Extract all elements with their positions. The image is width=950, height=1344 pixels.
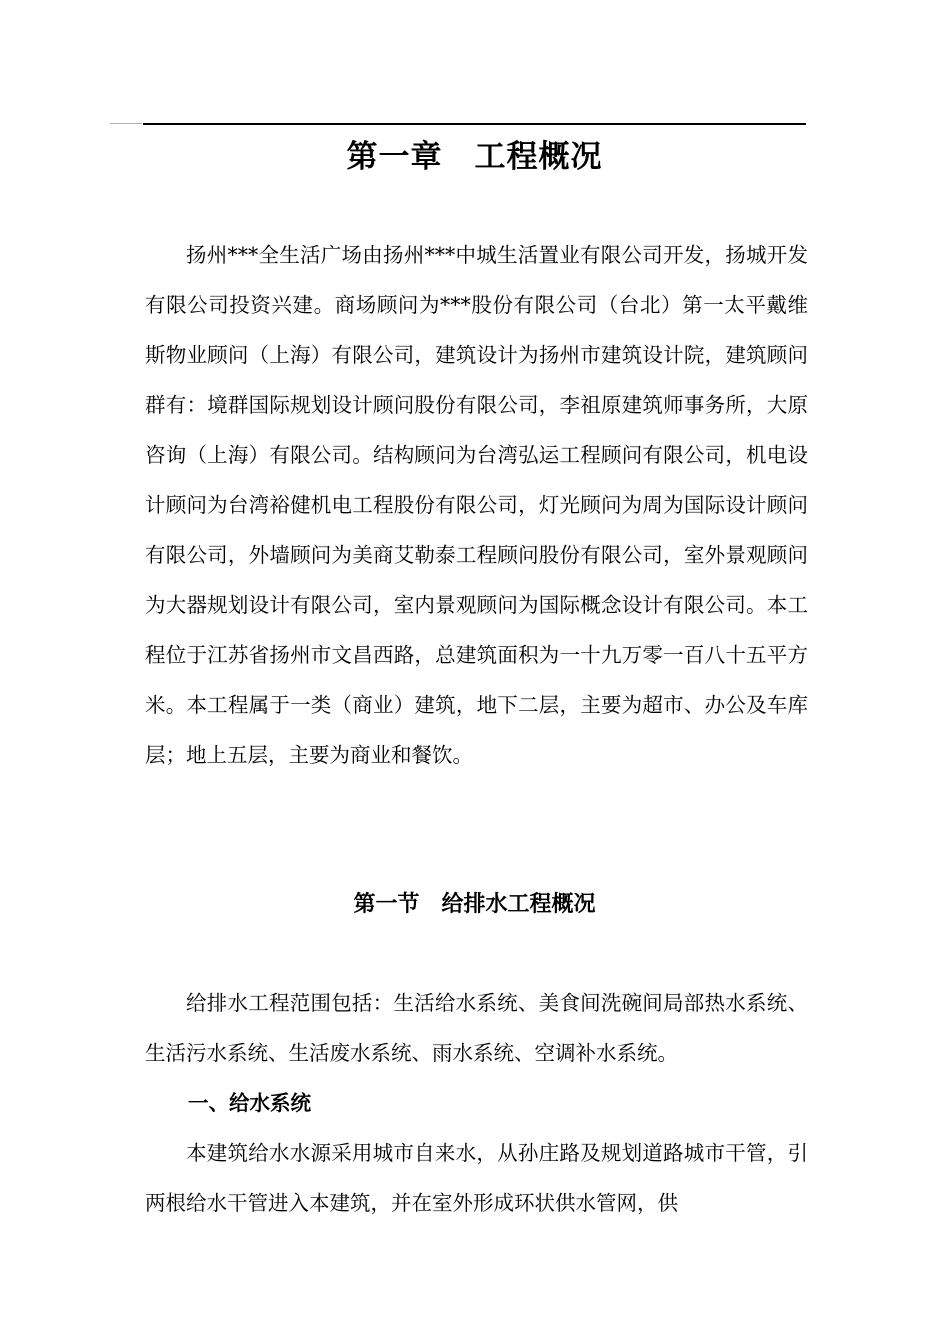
water-supply-paragraph: 本建筑给水水源采用城市自来水，从孙庄路及规划道路城市干管，引两根给水干管进入本建筑，并在室外形成环状供水管网，供 bbox=[145, 1141, 808, 1215]
section-title: 第一节 给排水工程概况 bbox=[353, 891, 596, 917]
header-rule bbox=[143, 123, 806, 125]
intro-paragraph: 扬州***全生活广场由扬州***中城生活置业有限公司开发，扬城开发有限公司投资兴建。商场顾问为***股份有限公司（台北）第一太平戴维斯物业顾问（上海）有限公司，建筑设计为扬州市建筑设计院，建筑顾问群有：境群国际规划设计顾问股份有限公司，李祖原建筑师事务所，大原咨询（上海）有限公司。结构顾问为台湾弘运工程顾问有限公司，机电设计顾问为台湾裕健机电工程股份有限公司，灯光顾问为周为国际设计顾问有限公司，外墙顾问为美商艾勒泰工程顾问股份有限公司，室外景观顾问为大器规划设计有限公司，室内景观顾问为国际概念设计有限公司。本工程位于江苏省扬州市文昌西路，总建筑面积为一十九万零一百八十五平方米。本工程属于一类（商业）建筑，地下二层，主要为超市、办公及车库层；地上五层，主要为商业和餐饮。 bbox=[145, 243, 808, 767]
scope-paragraph: 给排水工程范围包括：生活给水系统、美食间洗碗间局部热水系统、生活污水系统、生活废水系统、雨水系统、空调补水系统。 bbox=[145, 991, 808, 1065]
subsection-heading: 一、给水系统 bbox=[188, 1091, 311, 1115]
header-rule-stub bbox=[110, 123, 142, 124]
chapter-title: 第一章 工程概况 bbox=[346, 139, 603, 175]
